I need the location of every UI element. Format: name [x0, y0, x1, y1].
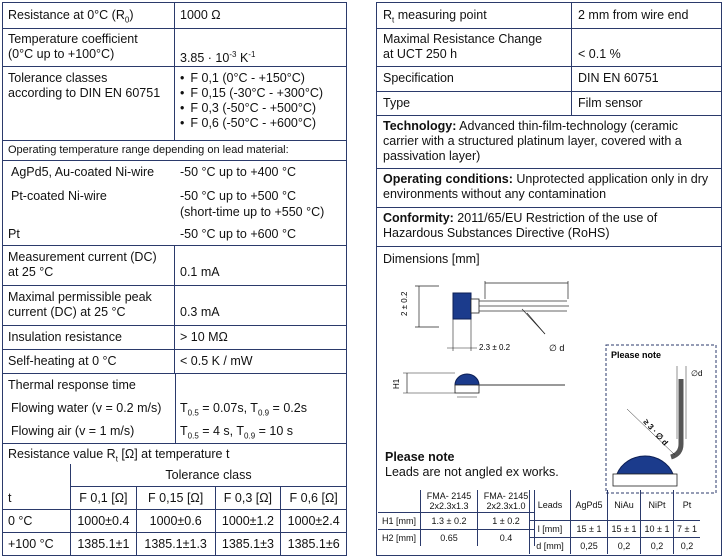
insulation-value: > 10 MΩ [180, 330, 228, 344]
agpd-label: AgPd5, Au-coated Ni-wire [11, 165, 155, 179]
row-temp-coeff: Temperature coefficient (0°C up to +100°C) $3.85 \cdot 10^{-3}$ $K^{-1}$ [3, 29, 346, 67]
max-current-value: 0.3 mA [180, 305, 220, 319]
meas-point-value: 2 mm from wire end [578, 8, 689, 22]
row-resistance: Resistance at 0°C $(R_0)$ 1000 Ω [3, 3, 346, 29]
table-row: H2 [mm] 0.65 0.4 [378, 530, 535, 547]
specification-value: DIN EN 60751 [578, 71, 659, 85]
tolerance-list [180, 71, 341, 131]
resistance-value: 1000 Ω [180, 8, 221, 22]
dim-h1-label: H1 [392, 378, 401, 389]
row-max-change: Maximal Resistance Change at UCT 250 h < 0.1 % [377, 29, 721, 67]
tolerance-item: • F 0,6 (-50°C - +600°C) [180, 116, 341, 131]
dim-2-label: 2 ± 0.2 [400, 291, 409, 316]
row-type [377, 92, 721, 116]
specification-label: Specification [377, 67, 572, 91]
type-label: Type [377, 92, 572, 115]
tolerance-item: • F 0,15 (-30°C - +300°C) [180, 86, 341, 101]
row-conformity: Conformity: 2011/65/EU Restriction of the use of Hazardous Substances Directive (RoHS) [377, 208, 721, 247]
mini-table-leads: Leads AgPd5 NiAu NiPt Pt l [mm] 15 ± 1 15 ± 1 10 ± 1 7 ± 1 d [mm] 0,25 0,2 0,2 0,2 [529, 490, 700, 554]
temp-coeff-value: $3.85 \cdot 10^{-3}$ $K^{-1}$ [180, 50, 256, 66]
rv-col-t: t [3, 464, 71, 510]
insulation-label: Insulation resistance [3, 326, 175, 349]
row-meas-point: $R_t$ measuring point 2 mm from wire end [377, 3, 721, 29]
row-technology: Technology: Advanced thin-film-technology (ceramic carrier with a structured platinum layer, covered with a passivation layer) [377, 116, 721, 169]
inset-title: Please note [611, 350, 662, 360]
row-max-current: Maximal permissible peak current (DC) at 25 °C 0.3 mA [3, 286, 346, 326]
mini-table-heights: FMA- 2145 2x2.3x1.3 FMA- 2145 2x2.3x1.0 H1 [mm] 1.3 ± 0.2 1 ± 0.2 H2 [mm] 0.65 0.4 [378, 490, 535, 546]
table-row: +100 °C 1385.1±1 1385.1±1.3 1385.1±3 1385.1±6 [3, 533, 346, 556]
tolerance-item: • F 0,1 (0°C - +150°C) [180, 71, 341, 86]
self-heating-label: Self-heating at 0 °C [3, 350, 175, 373]
row-meas-current: Measurement current (DC) at 25 °C 0.1 mA [3, 246, 346, 286]
op-range-heading: Operating temperature range depending on lead material: [3, 141, 346, 161]
pt-ni-value-short: (short-time up to +550 °C) [180, 205, 325, 219]
max-change-value: < 0.1 % [578, 47, 621, 61]
rv-heading: Resistance value $R_t$ [Ω] at temperature t [8, 447, 230, 464]
inset-d-label: ∅d [691, 369, 703, 378]
dim-d-label: ∅ d [549, 343, 565, 353]
rv-tolerance-class: Tolerance class [71, 464, 347, 487]
right-spec-table [376, 2, 722, 556]
table-row: d [mm] 0,25 0,2 0,2 0,2 [530, 538, 701, 555]
water-value: $T_{0.5} = 0.07s$, $T_{0.9} = 0.2s$ [180, 401, 307, 418]
rv-col-header: F 0,3 [Ω] [215, 487, 281, 510]
pt-value: -50 °C up to +600 °C [180, 227, 296, 241]
left-spec-table [2, 2, 347, 556]
air-value: $T_{0.5} = 4$ s, $T_{0.9} = 10$ s [180, 424, 294, 441]
note-text: Leads are not angled ex works. [385, 465, 559, 479]
row-specification [377, 67, 721, 92]
dim-23-label: 2.3 ± 0.2 [479, 343, 511, 352]
pt-ni-label: Pt-coated Ni-wire [11, 189, 107, 203]
dimensions-heading: Dimensions [mm] [383, 252, 480, 266]
rv-col-header: F 0,1 [Ω] [71, 487, 137, 510]
water-label: Flowing water (v = 0.2 m/s) [11, 401, 162, 415]
inset-3d-label: ≥ 3 · ∅ d [641, 417, 670, 448]
agpd-value: -50 °C up to +400 °C [180, 165, 296, 179]
row-tolerance: Tolerance classes according to DIN EN 60751 • F 0,1 (0°C - +150°C) • F 0,15 (-30°C - +300°C) • F 0,3 (-50°C - +500°C) • F 0,6 (-50°C - +600°C) [3, 67, 346, 141]
table-row: 0 °C 1000±0.4 1000±0.6 1000±1.2 1000±2.4 [3, 510, 346, 533]
self-heating-value: < 0.5 K / mW [180, 354, 253, 368]
pt-label: Pt [8, 227, 20, 241]
row-op-range [3, 141, 346, 246]
row-self-heating [3, 350, 346, 374]
row-thermal [3, 374, 346, 444]
table-row: l [mm] 15 ± 1 15 ± 1 10 ± 1 7 ± 1 [530, 521, 701, 538]
note-title: Please note [385, 450, 455, 464]
rv-col-header: F 0,6 [Ω] [281, 487, 346, 510]
table-row: H1 [mm] 1.3 ± 0.2 1 ± 0.2 [378, 513, 535, 530]
row-insulation [3, 326, 346, 350]
thermal-heading: Thermal response time [8, 378, 136, 392]
resistance-value-table [3, 464, 346, 555]
rv-col-header: F 0,15 [Ω] [136, 487, 215, 510]
type-value: Film sensor [578, 96, 643, 110]
tolerance-item: • F 0,3 (-50°C - +500°C) [180, 101, 341, 116]
meas-current-value: 0.1 mA [180, 265, 220, 279]
resistance-label: Resistance at 0°C (R [8, 8, 125, 22]
pt-ni-value: -50 °C up to +500 °C [180, 189, 296, 203]
row-operating: Operating conditions: Unprotected application only in dry environments without any contamination [377, 169, 721, 208]
air-label: Flowing air (v = 1 m/s) [11, 424, 135, 438]
